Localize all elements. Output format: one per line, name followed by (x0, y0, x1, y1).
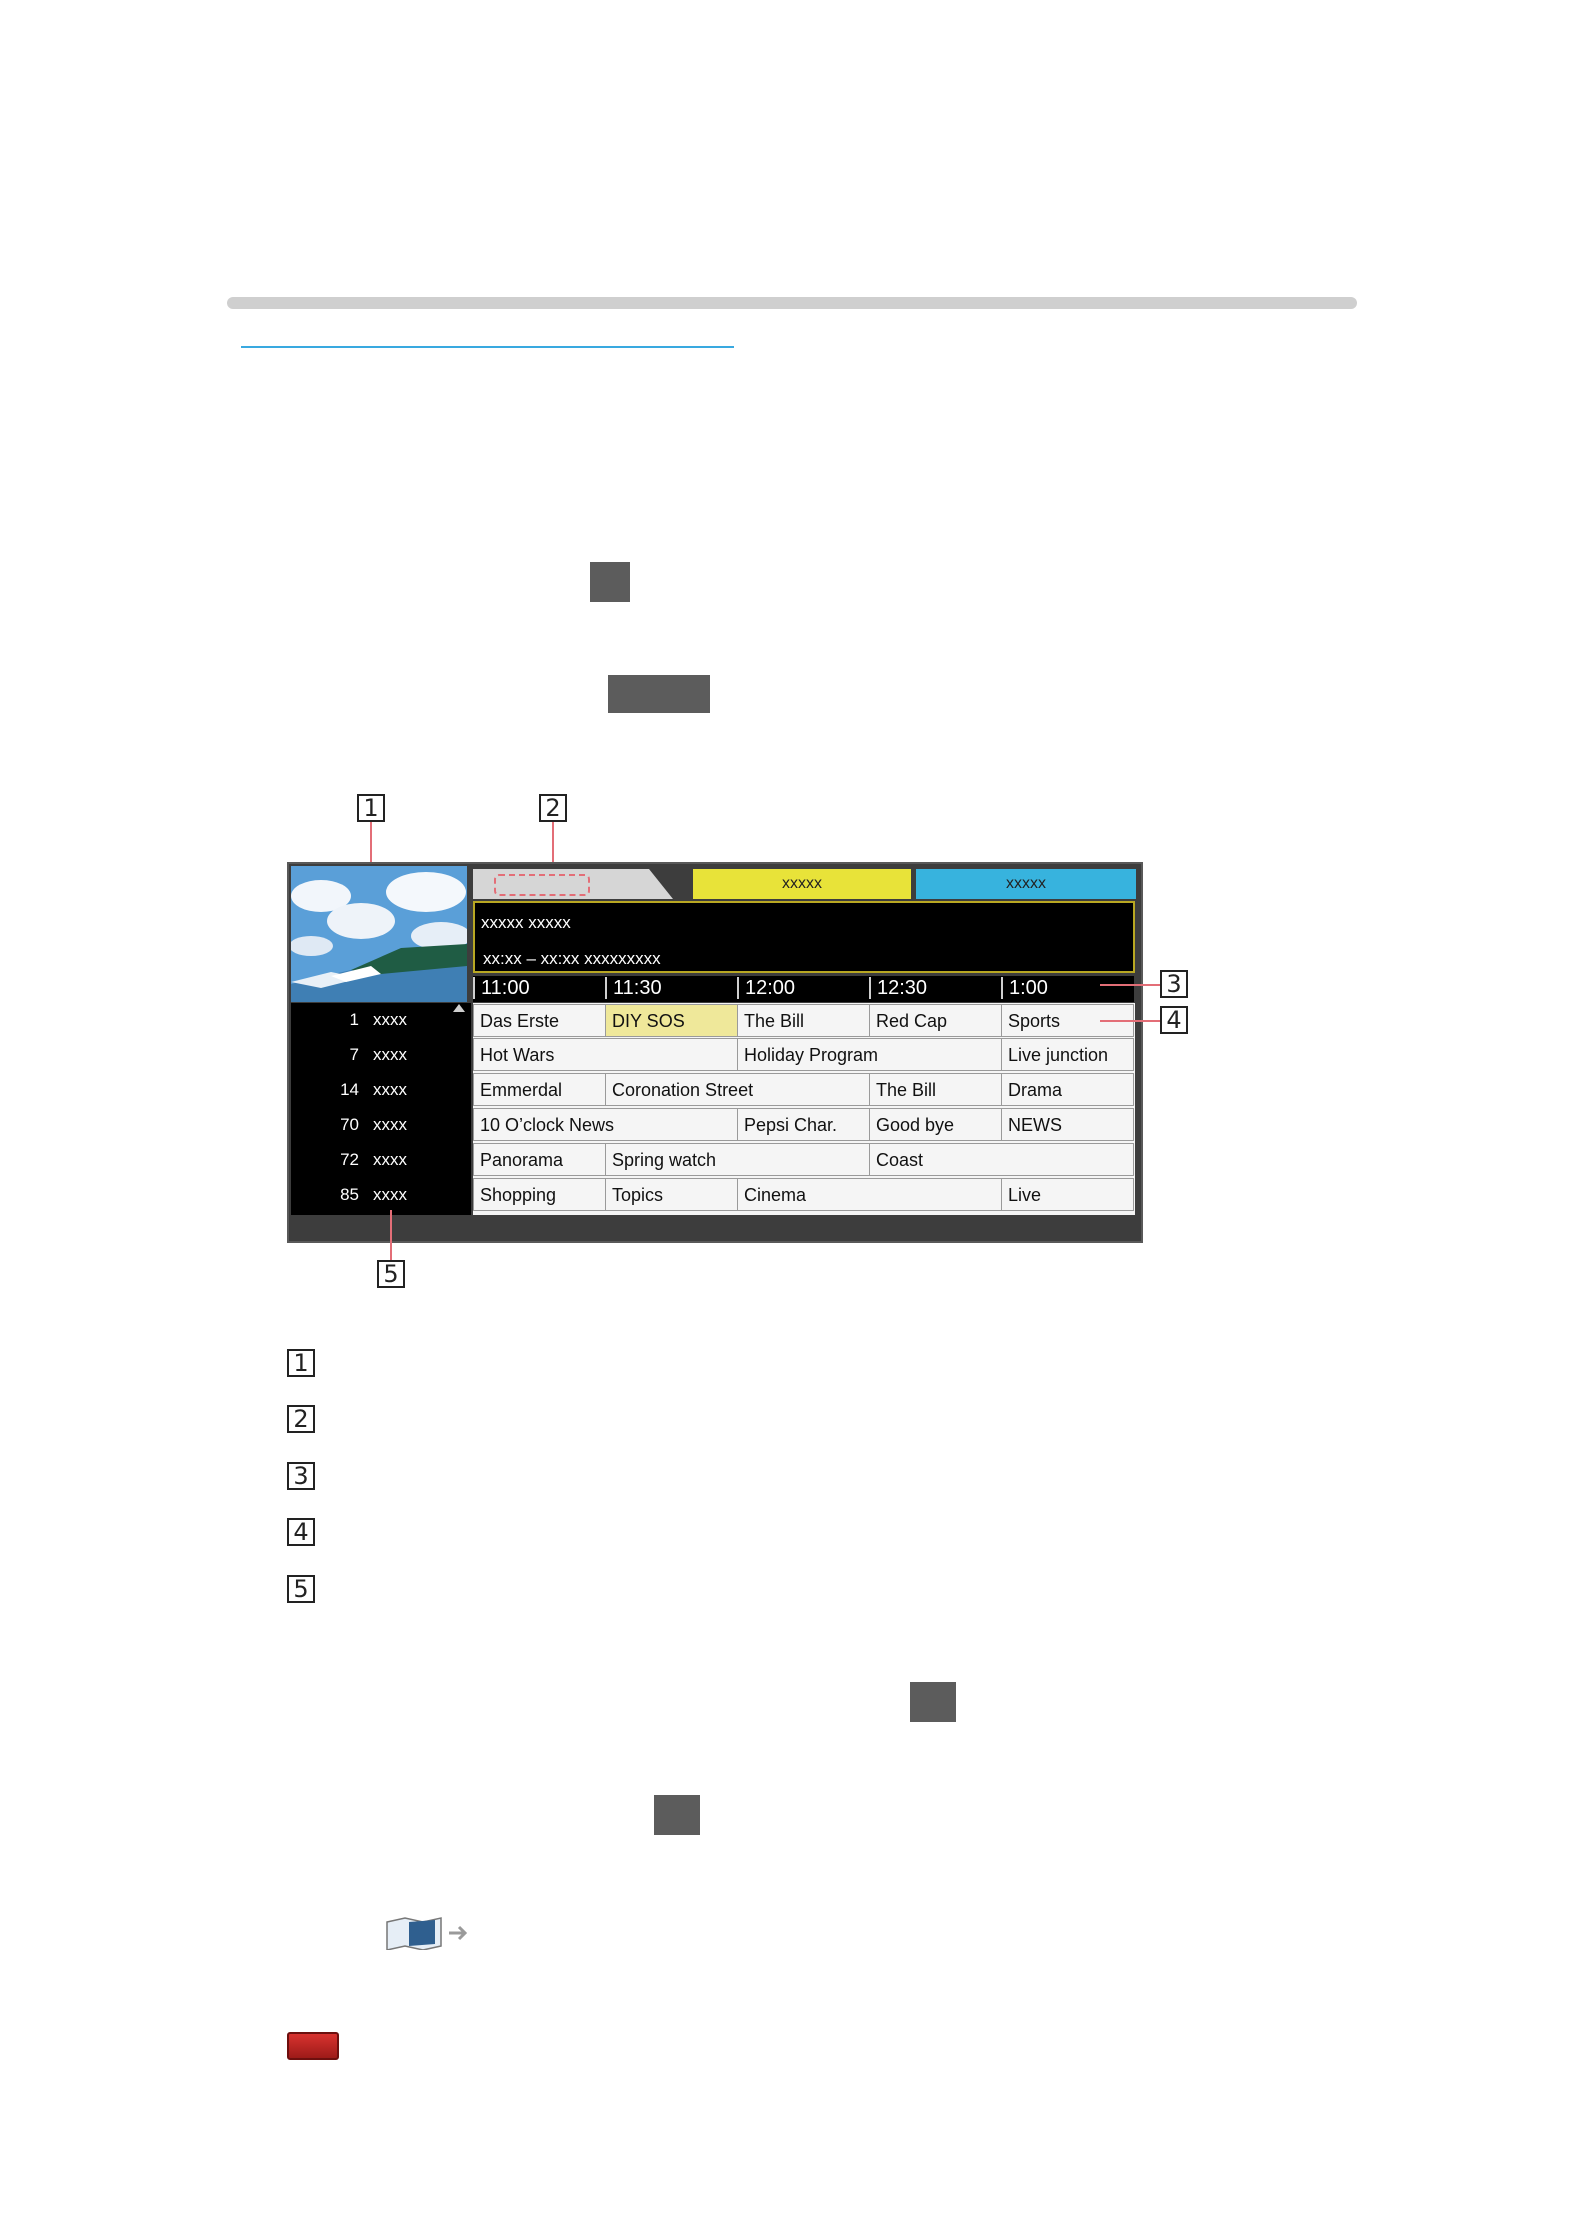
channel-name: xxxx (373, 1080, 407, 1099)
program-cell[interactable]: Live (1001, 1178, 1134, 1211)
legend-item-1: 1 (287, 1349, 315, 1377)
time-slot: 11:30 (605, 977, 662, 999)
program-cell[interactable]: Sports (1001, 1004, 1134, 1037)
callout-5-line (390, 1210, 392, 1260)
channel-name: xxxx (373, 1115, 407, 1134)
program-cell[interactable]: Live junction (1001, 1038, 1134, 1071)
tab-highlight-marker (494, 874, 590, 896)
channel-number: 70 (340, 1115, 359, 1134)
time-slot: 12:30 (869, 977, 927, 999)
program-cell[interactable]: 10 O’clock News (473, 1108, 738, 1141)
program-cell[interactable]: Good bye (869, 1108, 1002, 1141)
program-grid (473, 1003, 1135, 1215)
legend-item-5: 5 (287, 1575, 315, 1603)
program-cell[interactable]: Red Cap (869, 1004, 1002, 1037)
channel-row[interactable] (291, 1040, 471, 1070)
program-info-title: xxxxx xxxxx (481, 913, 571, 932)
time-slot: 12:00 (737, 977, 795, 999)
channel-list (291, 1003, 471, 1215)
tv-guide (287, 862, 1143, 1243)
callout-3-line (1100, 984, 1160, 986)
program-cell-selected[interactable]: DIY SOS (605, 1004, 738, 1037)
channel-row[interactable] (291, 1145, 471, 1175)
channel-number: 7 (349, 1045, 359, 1064)
legend-item-3: 3 (287, 1462, 315, 1490)
program-cell[interactable]: Cinema (737, 1178, 1002, 1211)
channel-row[interactable] (291, 1180, 471, 1210)
channel-name: xxxx (373, 1185, 407, 1204)
callout-4-line (1100, 1020, 1160, 1022)
program-info-time: xx:xx – xx:xx xxxxxxxxx (483, 949, 661, 968)
program-cell[interactable]: Emmerdal (473, 1073, 606, 1106)
program-cell[interactable]: The Bill (737, 1004, 870, 1037)
program-cell[interactable]: Coast (869, 1143, 1134, 1176)
program-cell[interactable]: NEWS (1001, 1108, 1134, 1141)
remote-key-wide-icon (608, 675, 710, 713)
program-cell[interactable]: The Bill (869, 1073, 1002, 1106)
program-cell[interactable]: Coronation Street (605, 1073, 870, 1106)
guide-footer (289, 1215, 1141, 1243)
callout-3: 3 (1160, 970, 1188, 998)
channel-number: 1 (349, 1010, 359, 1029)
channel-name: xxxx (373, 1045, 407, 1064)
time-slot: 1:00 (1001, 977, 1048, 999)
red-button-icon (287, 2032, 339, 2060)
channel-row[interactable] (291, 1110, 471, 1140)
legend-item-4: 4 (287, 1518, 315, 1546)
channel-name: xxxx (373, 1010, 407, 1029)
callout-1-line (370, 822, 372, 864)
program-cell[interactable]: Drama (1001, 1073, 1134, 1106)
program-cell[interactable]: Pepsi Char. (737, 1108, 870, 1141)
section-divider (227, 297, 1357, 309)
program-cell[interactable]: Holiday Program (737, 1038, 1002, 1071)
callout-4: 4 (1160, 1006, 1188, 1034)
channel-row[interactable] (291, 1005, 471, 1035)
tv-preview-image (291, 866, 467, 1002)
link-underline[interactable] (241, 346, 734, 348)
channel-number: 72 (340, 1150, 359, 1169)
program-info-panel (473, 901, 1135, 973)
legend-item-2: 2 (287, 1405, 315, 1433)
time-slot: 11:00 (473, 977, 530, 999)
callout-1: 1 (357, 794, 385, 822)
channel-name: xxxx (373, 1150, 407, 1169)
program-cell[interactable]: Spring watch (605, 1143, 870, 1176)
tab-cyan[interactable]: xxxxx (916, 869, 1136, 899)
program-cell[interactable]: Panorama (473, 1143, 606, 1176)
remote-key-icon (590, 562, 630, 602)
tab-yellow[interactable]: xxxxx (693, 869, 911, 899)
timeline-bar (473, 976, 1134, 1002)
program-cell[interactable]: Hot Wars (473, 1038, 738, 1071)
program-cell[interactable]: Das Erste (473, 1004, 606, 1037)
remote-key-icon (654, 1795, 700, 1835)
program-cell[interactable]: Shopping (473, 1178, 606, 1211)
channel-number: 85 (340, 1185, 359, 1204)
channel-row[interactable] (291, 1075, 471, 1105)
callout-5: 5 (377, 1260, 405, 1288)
remote-key-icon (910, 1682, 956, 1722)
callout-2: 2 (539, 794, 567, 822)
guide-arrow-icon (385, 1916, 437, 1946)
program-cell[interactable]: Topics (605, 1178, 738, 1211)
channel-number: 14 (340, 1080, 359, 1099)
